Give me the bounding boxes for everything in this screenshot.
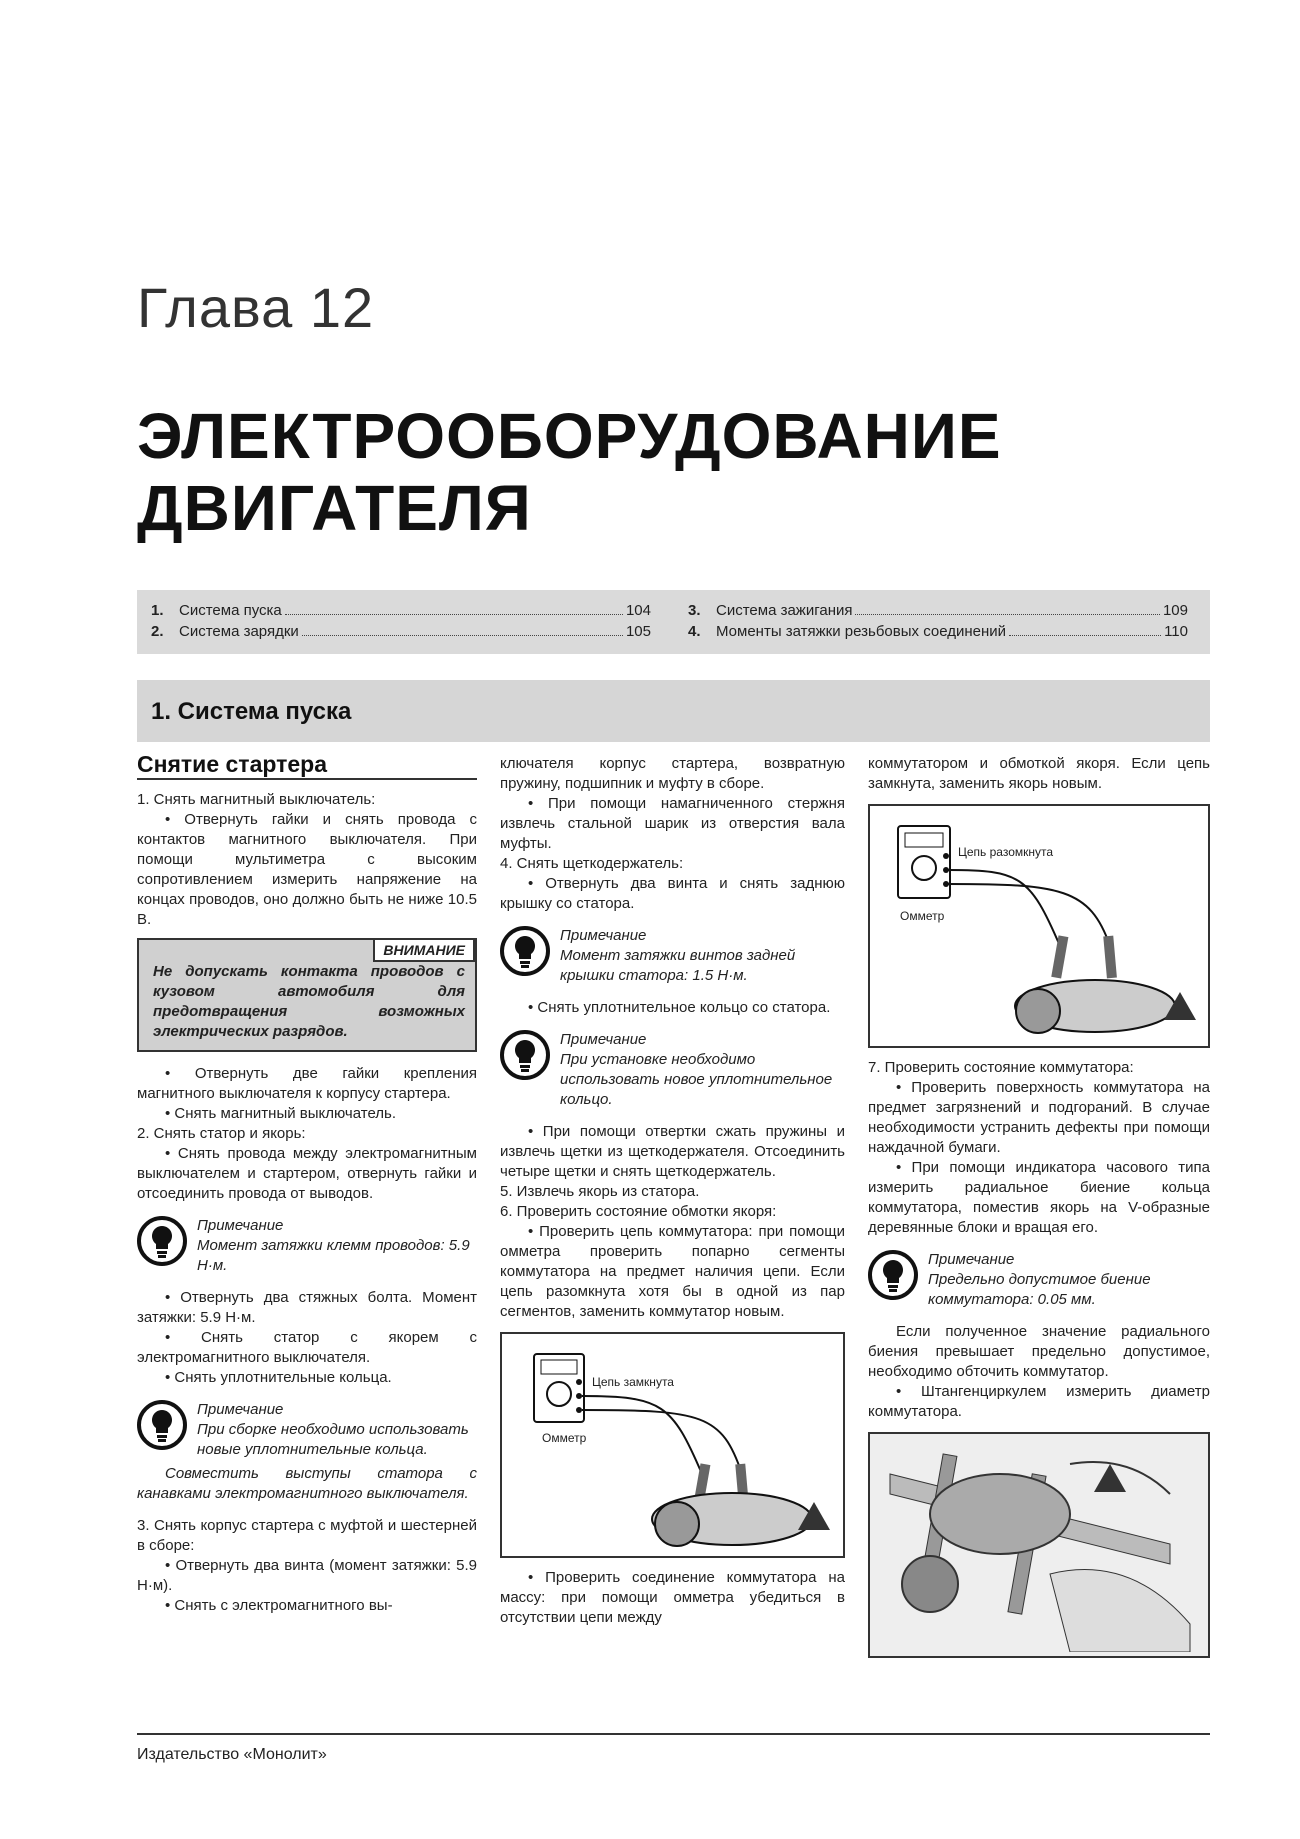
paragraph: • Отвернуть два стяжных болта. Момент затяжки: 5.9 Н·м.: [137, 1289, 477, 1326]
toc-item-title: Система зарядки: [179, 623, 299, 640]
note-content: [928, 1250, 1210, 1310]
toc-item[interactable]: [151, 600, 651, 621]
toc-item-number: 3.: [688, 602, 701, 619]
toc-item-page: 104: [625, 602, 651, 619]
toc-item[interactable]: [151, 621, 651, 642]
toc-item-page: 105: [625, 623, 651, 640]
lightbulb-icon: [500, 1030, 550, 1080]
figure-label-meter: Омметр: [542, 1431, 587, 1445]
chapter-title-line2: ДВИГАТЕЛЯ: [137, 472, 532, 544]
note-block: [500, 1030, 845, 1110]
note-content: [197, 1400, 477, 1460]
note-title: Примечание: [560, 1031, 647, 1048]
note-text: Совместить выступы статора с канавками электромагнитного выключателя.: [137, 1465, 477, 1502]
toc-item-number: 1.: [151, 602, 164, 619]
paragraph: 5. Извлечь якорь из статора.: [500, 1183, 700, 1200]
ohmmeter-open-circuit-figure: [868, 804, 1210, 1048]
paragraph: • Отвернуть гайки и снять провода с контактов магнитного выключателя. При помощи мультиметра с высоким сопротивлением измерить напряжение на концах проводов, оно должно быть не ниже 10.5 В.: [137, 811, 477, 928]
toc-leader-dots: [285, 614, 623, 615]
paragraph: • Снять провода между электромагнитным выключателем и стартером, отвернуть гайки и отсоединить провода от выводов.: [137, 1145, 477, 1202]
note-block: [500, 926, 845, 986]
paragraph: 3. Снять корпус стартера с муфтой и шестерней в сборе:: [137, 1517, 477, 1554]
paragraph: • Снять с электромагнитного вы-: [165, 1597, 393, 1614]
note-block: [137, 1400, 477, 1460]
lightbulb-icon: [137, 1216, 187, 1266]
note-title: Примечание: [560, 927, 647, 944]
note-block: [868, 1250, 1210, 1310]
footer-divider: [137, 1733, 1210, 1735]
toc-item-page: 110: [1164, 623, 1188, 640]
toc-item-page: 109: [1162, 602, 1188, 619]
toc-leader-dots: [1009, 635, 1161, 636]
note-text: Момент затяжки винтов задней крышки статора: 1.5 Н·м.: [560, 947, 796, 984]
paragraph: 2. Снять статор и якорь:: [137, 1125, 306, 1142]
toc-item-title: Моменты затяжки резьбовых соединений: [716, 623, 1007, 640]
toc-item-title: Система зажигания: [716, 602, 853, 619]
note-title: Примечание: [928, 1251, 1015, 1268]
toc-column-left: [151, 600, 651, 642]
paragraph: ключателя корпус стартера, возвратную пружину, подшипник и муфту в сборе.: [500, 755, 845, 792]
warning-label: ВНИМАНИЕ: [373, 938, 475, 962]
toc-item[interactable]: [688, 621, 1188, 642]
lightbulb-icon: [137, 1400, 187, 1450]
note-content: [197, 1216, 477, 1276]
paragraph: • При помощи отвертки сжать пружины и извлечь щетки из щеткодержателя. Отсоединить четыре щетки и снять щеткодержатель.: [500, 1123, 845, 1180]
subsection-heading: Снятие стартера: [137, 754, 477, 780]
paragraph: 6. Проверить состояние обмотки якоря:: [500, 1203, 777, 1220]
lightbulb-icon: [868, 1250, 918, 1300]
chapter-label: Глава 12: [137, 276, 375, 339]
toc-item-number: 2.: [151, 623, 164, 640]
paragraph: • Штангенциркулем измерить диаметр коммутатора.: [868, 1383, 1210, 1420]
note-text: Момент затяжки клемм проводов: 5.9 Н·м.: [197, 1237, 470, 1274]
paragraph: • Проверить цепь коммутатора: при помощи омметра проверить попарно сегменты коммутатора на предмет наличия цепи. Если цепь разомкнута хотя бы в одной из пар сегментов, заменить коммутатор новым.: [500, 1223, 845, 1320]
toc-item[interactable]: [688, 600, 1188, 621]
toc-leader-dots: [302, 635, 623, 636]
note-block: [137, 1216, 477, 1276]
footer-publisher: Издательство «Монолит»: [137, 1746, 327, 1763]
table-of-contents: [137, 590, 1210, 654]
paragraph: • Проверить соединение коммутатора на массу: при помощи омметра убедиться в отсутствии цепи между: [500, 1569, 845, 1626]
paragraph: 4. Снять щеткодержатель:: [500, 855, 684, 872]
toc-column-right: [688, 600, 1188, 642]
paragraph: • Снять уплотнительное кольцо со статора.: [528, 999, 831, 1016]
paragraph: • Отвернуть два винта и снять заднюю крышку со статора.: [500, 875, 845, 912]
section-title: 1. Система пуска: [151, 698, 352, 725]
caliper-measurement-photo: [868, 1432, 1210, 1658]
paragraph: • Снять уплотнительные кольца.: [165, 1369, 392, 1386]
note-text: Предельно допустимое биение коммутатора: 0.05 мм.: [928, 1271, 1151, 1308]
note-title: Примечание: [197, 1401, 284, 1418]
note-text: При установке необходимо использовать новое уплотнительное кольцо.: [560, 1051, 833, 1108]
paragraph: • Снять статор с якорем с электромагнитного выключателя.: [137, 1329, 477, 1366]
paragraph: • Снять магнитный выключатель.: [165, 1105, 397, 1122]
chapter-title: [137, 400, 1137, 544]
caliper-photo-illustration: [870, 1434, 1208, 1652]
section-header-bar: [137, 680, 1210, 742]
paragraph: 7. Проверить состояние коммутатора:: [868, 1059, 1134, 1076]
toc-item-number: 4.: [688, 623, 701, 640]
figure-label-meter: Омметр: [900, 909, 945, 923]
note-text: При сборке необходимо использовать новые уплотнительные кольца.: [197, 1421, 469, 1458]
toc-leader-dots: [855, 614, 1159, 615]
paragraph: коммутатором и обмоткой якоря. Если цепь замкнута, заменить якорь новым.: [868, 755, 1210, 792]
paragraph: • Отвернуть два винта (момент затяжки: 5.9 Н·м).: [137, 1557, 477, 1594]
ohmmeter-closed-circuit-figure: [500, 1332, 845, 1558]
warning-text: Не допускать контакта проводов с кузовом автомобиля для предотвращения возможных электрических разрядов.: [153, 963, 465, 1040]
note-content: [560, 926, 845, 986]
paragraph: • При помощи намагниченного стержня извлечь стальной шарик из отверстия вала муфты.: [500, 795, 845, 852]
paragraph: • При помощи индикатора часового типа измерить радиальное биение кольца коммутатора, поместив якорь на V-образные деревянные блоки и вращая его.: [868, 1159, 1210, 1236]
toc-item-title: Система пуска: [179, 602, 282, 619]
figure-label-circuit: Цепь замкнута: [592, 1375, 674, 1389]
note-content: [560, 1030, 845, 1110]
text-column-1: [137, 751, 477, 1616]
chapter-title-line1: ЭЛЕКТРООБОРУДОВАНИЕ: [137, 400, 1002, 472]
note-title: Примечание: [197, 1217, 284, 1234]
warning-box: [137, 938, 477, 1052]
paragraph: Если полученное значение радиального биения превышает предельно допустимое, необходимо обточить коммутатор.: [868, 1323, 1210, 1380]
text-column-3: [868, 754, 1210, 1668]
paragraph: • Отвернуть две гайки крепления магнитного выключателя к корпусу стартера.: [137, 1065, 477, 1102]
figure-label-circuit: Цепь разомкнута: [958, 845, 1054, 859]
lightbulb-icon: [500, 926, 550, 976]
paragraph: • Проверить поверхность коммутатора на предмет загрязнений и подгораний. В случае необходимости устранить дефекты при помощи наждачной бумаги.: [868, 1079, 1210, 1156]
text-column-2: [500, 754, 845, 1628]
paragraph: 1. Снять магнитный выключатель:: [137, 791, 376, 808]
